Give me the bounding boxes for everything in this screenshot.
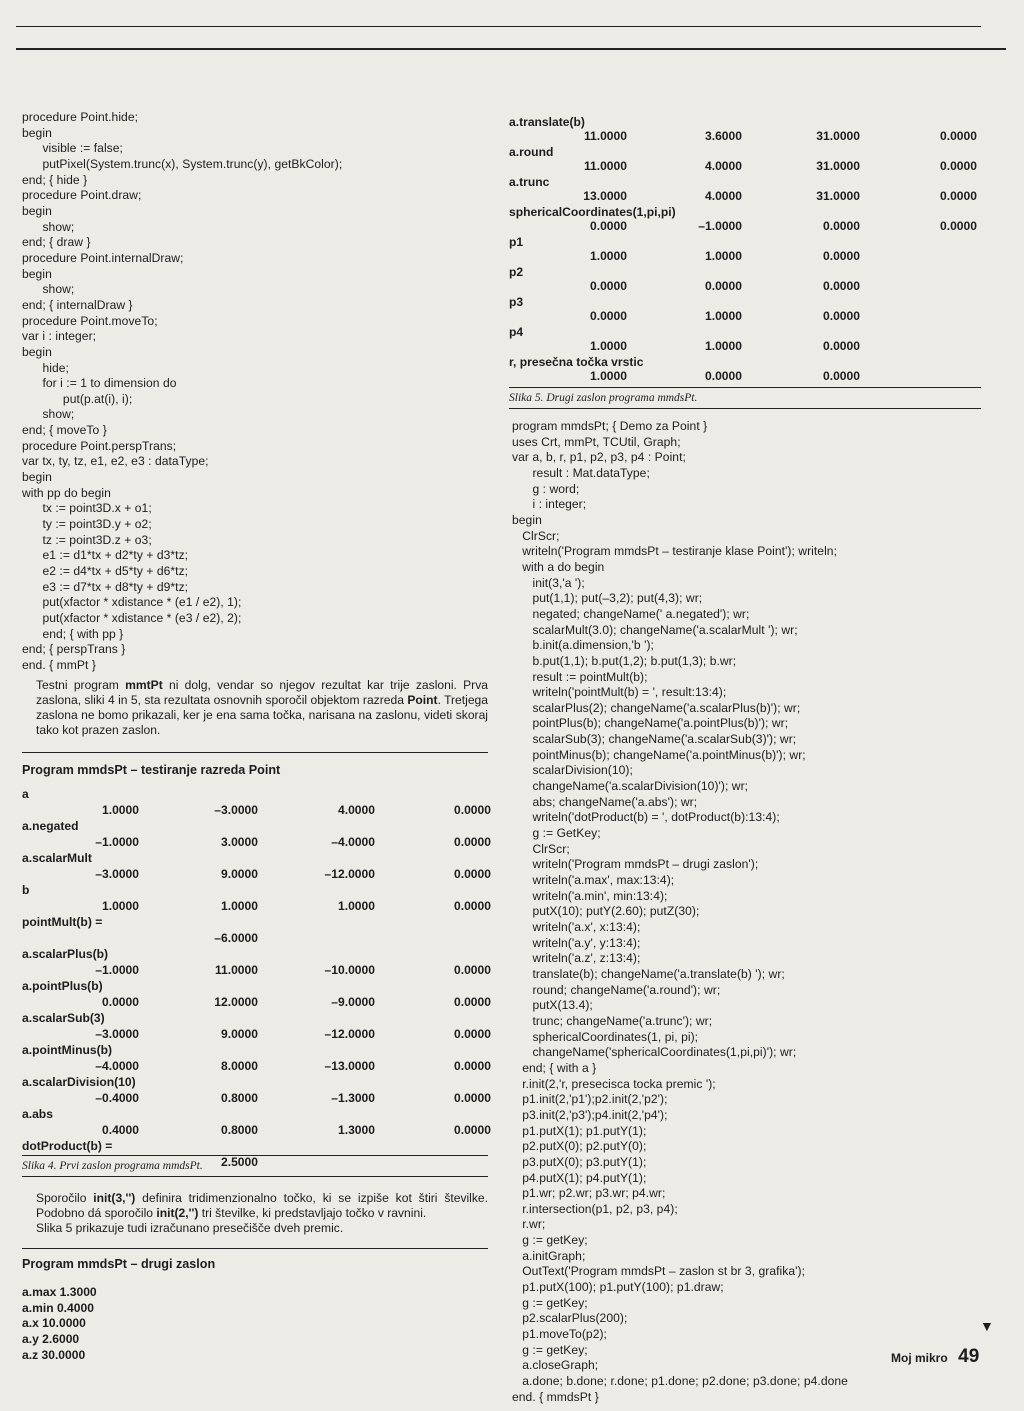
code-line: begin (512, 512, 542, 527)
code-line: p1.putX(100); p1.putY(100); p1.draw; (512, 1280, 724, 1295)
row-value: 0.0000 (940, 189, 977, 203)
row-value: 0.0000 (454, 1123, 491, 1137)
code-line: end; { hide } (22, 172, 88, 187)
code-line: p4.putX(1); p4.putY(1); (512, 1170, 647, 1185)
screen2-line: a.y 2.6000 (22, 1332, 80, 1347)
row-value: 1.0000 (338, 899, 375, 913)
code-line: pointMinus(b); changeName('a.pointMinus(b)'); wr; (512, 747, 806, 762)
row-value: 0.0000 (454, 995, 491, 1009)
row-value: –0.4000 (95, 1091, 139, 1105)
row-value: 3.0000 (221, 835, 258, 849)
code-line: put(p.at(i), i); (22, 391, 133, 406)
code-line: r.init(2,'r, presecisca tocka premic '); (512, 1076, 716, 1091)
row-value: 0.0000 (823, 369, 860, 383)
row-value: 9.0000 (221, 1027, 258, 1041)
code-line: putPixel(System.trunc(x), System.trunc(y), getBkColor); (22, 156, 343, 171)
code-line: end. { mmPt } (22, 657, 96, 672)
code-line: g := getKey; (512, 1295, 588, 1310)
paragraph-1: Testni program mmtPt ni dolg, vendar so njegov rezultat kar trije zasloni. Prva zaslona, sliki 4 in 5, sta rezultata osnovnih sporočil objektom razreda Point. Tretjega zaslona ne bomo prikazali, ker je ena sama točka, narisana na zaslonu, videti skoraj tako kot prazen zaslon. (36, 677, 489, 737)
row-value: –1.0000 (95, 963, 139, 977)
code-line: var i : integer; (22, 329, 97, 344)
row-value: 0.0000 (590, 309, 627, 323)
row-value: 0.0000 (590, 219, 627, 233)
code-line: p1.moveTo(p2); (512, 1327, 607, 1342)
row-value: 0.8000 (221, 1123, 258, 1137)
row-value: –3.0000 (95, 867, 139, 881)
code-line: put(xfactor * xdistance * (e3 / e2), 2); (22, 611, 242, 625)
code-line: begin (22, 344, 52, 359)
row-value: 2.5000 (221, 1155, 258, 1169)
code-line: e3 := d7*tx + d8*ty + d9*tz; (22, 579, 189, 594)
code-line: r.intersection(p1, p2, p3, p4); (512, 1201, 678, 1216)
code-line: for i := 1 to dimension do (22, 376, 177, 391)
code-line: end; { perspTrans } (22, 642, 126, 657)
divider (509, 408, 981, 409)
row-value: 1.0000 (590, 369, 627, 383)
code-line: hide; (22, 360, 69, 375)
divider (22, 1248, 488, 1249)
row-value: –13.0000 (324, 1059, 375, 1073)
code-line: writeln('dotProduct(b) = ', dotProduct(b):13:4); (512, 810, 780, 825)
code-line: r.wr; (512, 1217, 546, 1232)
code-line: i : integer; (512, 497, 587, 512)
continue-arrow-icon: ▼ (980, 1318, 994, 1334)
code-line: begin (22, 470, 52, 485)
row-value: 12.0000 (214, 995, 258, 1009)
code-line: var tx, ty, tz, e1, e2, e3 : dataType; (22, 454, 209, 469)
row-label: a (22, 787, 29, 801)
row-value: 0.0000 (823, 249, 860, 263)
row-value: 1.0000 (705, 249, 742, 263)
code-line: show; (22, 282, 75, 297)
code-line: uses Crt, mmPt, TCUtil, Graph; (512, 434, 681, 449)
row-value: 4.0000 (705, 189, 742, 203)
row-value: 11.0000 (214, 963, 258, 977)
code-line: writeln('a.y', y:13:4); (512, 935, 641, 950)
code-line: ClrScr; (512, 841, 570, 856)
row-value: 0.0000 (705, 369, 742, 383)
row-value: 0.0000 (454, 1091, 491, 1105)
row-label: a.scalarPlus(b) (22, 947, 109, 961)
code-line: end; { draw } (22, 235, 91, 250)
row-value: –3.0000 (214, 803, 258, 817)
code-line: putX(13.4); (512, 998, 593, 1013)
code-line: p3.init(2,'p3');p4.init(2,'p4'); (512, 1107, 668, 1122)
row-value: 1.3000 (338, 1123, 375, 1137)
code-line: writeln('a.z', z:13:4); (512, 951, 641, 966)
code-line: begin (22, 266, 52, 281)
code-line: with a do begin (512, 559, 605, 574)
row-label: p1 (509, 235, 524, 249)
code-line: e2 := d4*tx + d5*ty + d6*tz; (22, 564, 189, 579)
row-value: –1.3000 (331, 1091, 375, 1105)
code-line: round; changeName('a.round'); wr; (512, 982, 721, 997)
row-value: 9.0000 (221, 867, 258, 881)
row-value: –12.0000 (324, 1027, 375, 1041)
code-line: show; (22, 219, 75, 234)
row-label: a.trunc (509, 175, 550, 189)
code-line: p2.scalarPlus(200); (512, 1311, 628, 1326)
row-value: 31.0000 (816, 159, 860, 173)
code-line: result := pointMult(b); (512, 669, 648, 684)
row-label: a.pointMinus(b) (22, 1043, 113, 1057)
row-label: a.negated (22, 819, 79, 833)
row-label: a.translate(b) (509, 115, 585, 129)
row-label: dotProduct(b) = (22, 1139, 113, 1153)
code-line: g := getKey; (512, 1342, 588, 1357)
top-thick-rule (16, 48, 1006, 50)
screen2-table (509, 115, 981, 387)
divider (22, 1176, 488, 1177)
code-line: end; { internalDraw } (22, 297, 133, 312)
row-value: 11.0000 (583, 129, 627, 143)
code-line: scalarPlus(2); changeName('a.scalarPlus(b)'); wr; (512, 700, 801, 715)
code-line: tx := point3D.x + o1; (22, 501, 152, 516)
code-line: p1.wr; p2.wr; p3.wr; p4.wr; (512, 1186, 666, 1201)
code-line: putX(10); putY(2.60); putZ(30); (512, 904, 700, 919)
row-label: sphericalCoordinates(1,pi,pi) (509, 205, 676, 219)
row-label: a.round (509, 145, 554, 159)
row-value: 1.0000 (705, 339, 742, 353)
row-value: 1.0000 (221, 899, 258, 913)
code-line: end; { moveTo } (22, 423, 107, 438)
row-value: –1.0000 (95, 835, 139, 849)
code-line: show; (22, 407, 75, 422)
code-line: scalarSub(3); changeName('a.scalarSub(3)'); wr; (512, 732, 797, 747)
row-label: p4 (509, 325, 524, 339)
right-column (509, 115, 981, 1405)
row-value: 1.0000 (102, 899, 139, 913)
row-value: –4.0000 (95, 1059, 139, 1073)
figure4-caption: Slika 4. Prvi zaslon programa mmdsPt. (22, 1160, 203, 1172)
row-label: a.abs (22, 1107, 53, 1121)
row-value: 0.4000 (102, 1123, 139, 1137)
row-value: 0.0000 (940, 129, 977, 143)
code-line: procedure Point.moveTo; (22, 313, 158, 328)
code-line: tz := point3D.z + o3; (22, 532, 152, 547)
code-line: end. { mmdsPt } (512, 1389, 599, 1404)
code-line: p1.putX(1); p1.putY(1); (512, 1123, 647, 1138)
code-line: p3.putX(0); p3.putY(1); (512, 1154, 647, 1169)
row-value: 1.0000 (705, 309, 742, 323)
code-line: visible := false; (22, 141, 123, 156)
paragraph-2: Sporočilo init(3,'') definira tridimenzionalno točko, ki se izpiše kot štiri številke. Podobno dá sporočilo init(2,'') tri številke, ki predstavljajo točko v ravnini. (36, 1191, 489, 1221)
figure5-caption: Slika 5. Drugi zaslon programa mmdsPt. (509, 392, 698, 404)
row-value: 1.0000 (590, 249, 627, 263)
footer (891, 1346, 979, 1368)
right-code-listing (512, 419, 981, 1405)
code-line: result : Mat.dataType; (512, 465, 650, 480)
row-value: 8.0000 (221, 1059, 258, 1073)
row-value: –9.0000 (331, 995, 375, 1009)
row-value: 31.0000 (816, 129, 860, 143)
row-value: –1.0000 (698, 219, 742, 233)
code-line: a.initGraph; (512, 1248, 586, 1263)
code-line: writeln('a.x', x:13:4); (512, 920, 641, 934)
row-label: a.scalarSub(3) (22, 1011, 105, 1025)
row-value: 0.0000 (102, 995, 139, 1009)
screen2-line: a.z 30.0000 (22, 1347, 86, 1362)
code-line: begin (22, 125, 52, 140)
row-label: p2 (509, 265, 524, 279)
magazine-brand: Moj mikro (891, 1351, 948, 1365)
row-value: 0.0000 (705, 279, 742, 293)
screen2-lines (22, 1285, 492, 1363)
divider (22, 752, 488, 753)
code-line: procedure Point.hide; (22, 110, 139, 124)
row-label: r, presečna točka vrstic (509, 355, 644, 369)
code-line: negated; changeName(' a.negated'); wr; (512, 606, 750, 621)
row-value: 0.0000 (940, 159, 977, 173)
code-line: changeName('a.scalarDivision(10)'); wr; (512, 779, 749, 794)
code-line: a.done; b.done; r.done; p1.done; p2.done; p3.done; p4.done (512, 1374, 848, 1389)
row-value: 0.0000 (823, 279, 860, 293)
code-line: put(xfactor * xdistance * (e1 / e2), 1); (22, 595, 242, 610)
row-value: 4.0000 (338, 803, 375, 817)
top-rule (16, 26, 981, 27)
code-line: procedure Point.internalDraw; (22, 250, 184, 265)
left-column (22, 110, 492, 1363)
row-value: 11.0000 (583, 159, 627, 173)
divider (509, 387, 981, 388)
code-line: translate(b); changeName('a.translate(b) '); wr; (512, 966, 785, 981)
code-line: p2.putX(0); p2.putY(0); (512, 1139, 647, 1154)
row-label: a.scalarDivision(10) (22, 1075, 136, 1089)
row-label: a.scalarMult (22, 851, 92, 865)
row-value: 0.0000 (823, 219, 860, 233)
code-line: writeln('pointMult(b) = ', result:13:4); (512, 685, 727, 700)
code-line: end; { with a } (512, 1060, 597, 1075)
row-value: –12.0000 (324, 867, 375, 881)
row-value: 0.0000 (454, 867, 491, 881)
code-line: with pp do begin (22, 485, 111, 500)
row-value: 0.8000 (221, 1091, 258, 1105)
row-value: –4.0000 (331, 835, 375, 849)
code-line: b.put(1,1); b.put(1,2); b.put(1,3); b.wr; (512, 653, 737, 668)
row-value: 0.0000 (454, 899, 491, 913)
code-line: g := getKey; (512, 1233, 588, 1248)
row-value: 1.0000 (102, 803, 139, 817)
code-line: begin (22, 203, 52, 218)
row-value: 0.0000 (454, 1027, 491, 1041)
paragraph-3: Slika 5 prikazuje tudi izračunano presečišče dveh premic. (36, 1221, 344, 1236)
row-value: 0.0000 (823, 339, 860, 353)
code-line: put(1,1); put(–3,2); put(4,3); wr; (512, 591, 703, 606)
code-line: writeln('a.max', max:13:4); (512, 873, 675, 888)
row-value: 0.0000 (454, 835, 491, 849)
code-line: e1 := d1*tx + d2*ty + d3*tz; (22, 548, 189, 563)
row-value: 0.0000 (454, 1059, 491, 1073)
code-line: abs; changeName('a.abs'); wr; (512, 794, 698, 809)
code-line: b.init(a.dimension,'b '); (512, 638, 654, 653)
code-line: p1.init(2,'p1');p2.init(2,'p2'); (512, 1092, 668, 1107)
code-line: procedure Point.perspTrans; (22, 438, 177, 453)
row-value: –6.0000 (214, 931, 258, 945)
code-line: g := GetKey; (512, 826, 601, 841)
left-code-listing (22, 110, 492, 674)
code-line: pointPlus(b); changeName('a.pointPlus(b)'); wr; (512, 716, 789, 731)
code-line: end; { with pp } (22, 626, 124, 641)
row-value: 31.0000 (816, 189, 860, 203)
row-value: 0.0000 (454, 963, 491, 977)
code-line: var a, b, r, p1, p2, p3, p4 : Point; (512, 450, 686, 465)
row-value: –10.0000 (324, 963, 375, 977)
code-line: ty := point3D.y + o2; (22, 517, 152, 532)
row-label: pointMult(b) = (22, 915, 103, 929)
row-value: 0.0000 (454, 803, 491, 817)
code-line: sphericalCoordinates(1, pi, pi); (512, 1029, 699, 1044)
code-line: changeName('sphericalCoordinates(1,pi,pi)'); wr; (512, 1045, 797, 1060)
code-line: writeln('Program mmdsPt – testiranje klase Point'); writeln; (512, 544, 837, 559)
row-label: p3 (509, 295, 524, 309)
screen2-line: a.max 1.3000 (22, 1285, 97, 1300)
row-label: b (22, 883, 30, 897)
row-value: 13.0000 (583, 189, 627, 203)
code-line: program mmdsPt; { Demo za Point } (512, 419, 708, 433)
row-value: –3.0000 (95, 1027, 139, 1041)
screen1-block (22, 763, 492, 1177)
code-line: g : word; (512, 481, 580, 496)
screen2-line: a.x 10.0000 (22, 1316, 86, 1331)
page-number: 49 (958, 1346, 980, 1367)
screen2-line: a.min 0.4000 (22, 1300, 94, 1315)
code-line: scalarDivision(10); (512, 763, 633, 778)
row-value: 4.0000 (705, 159, 742, 173)
row-value: 0.0000 (823, 309, 860, 323)
code-line: init(3,'a '); (512, 575, 585, 590)
code-line: writeln('a.min', min:13:4); (512, 888, 668, 903)
code-line: procedure Point.draw; (22, 188, 142, 203)
screen2-heading: Program mmdsPt – drugi zaslon (22, 1257, 216, 1272)
code-line: scalarMult(3.0); changeName('a.scalarMult '); wr; (512, 622, 798, 637)
screen1-heading: Program mmdsPt – testiranje razreda Point (22, 763, 281, 777)
row-label: a.pointPlus(b) (22, 979, 103, 993)
code-line: a.closeGraph; (512, 1358, 599, 1373)
code-line: writeln('Program mmdsPt – drugi zaslon'); (512, 857, 759, 872)
code-line: ClrScr; (512, 528, 560, 543)
row-value: 1.0000 (590, 339, 627, 353)
code-line: trunc; changeName('a.trunc'); wr; (512, 1013, 713, 1028)
row-value: 0.0000 (590, 279, 627, 293)
code-line: OutText('Program mmdsPt – zaslon st br 3, grafika'); (512, 1264, 806, 1279)
row-value: 3.6000 (705, 129, 742, 143)
row-value: 0.0000 (940, 219, 977, 233)
